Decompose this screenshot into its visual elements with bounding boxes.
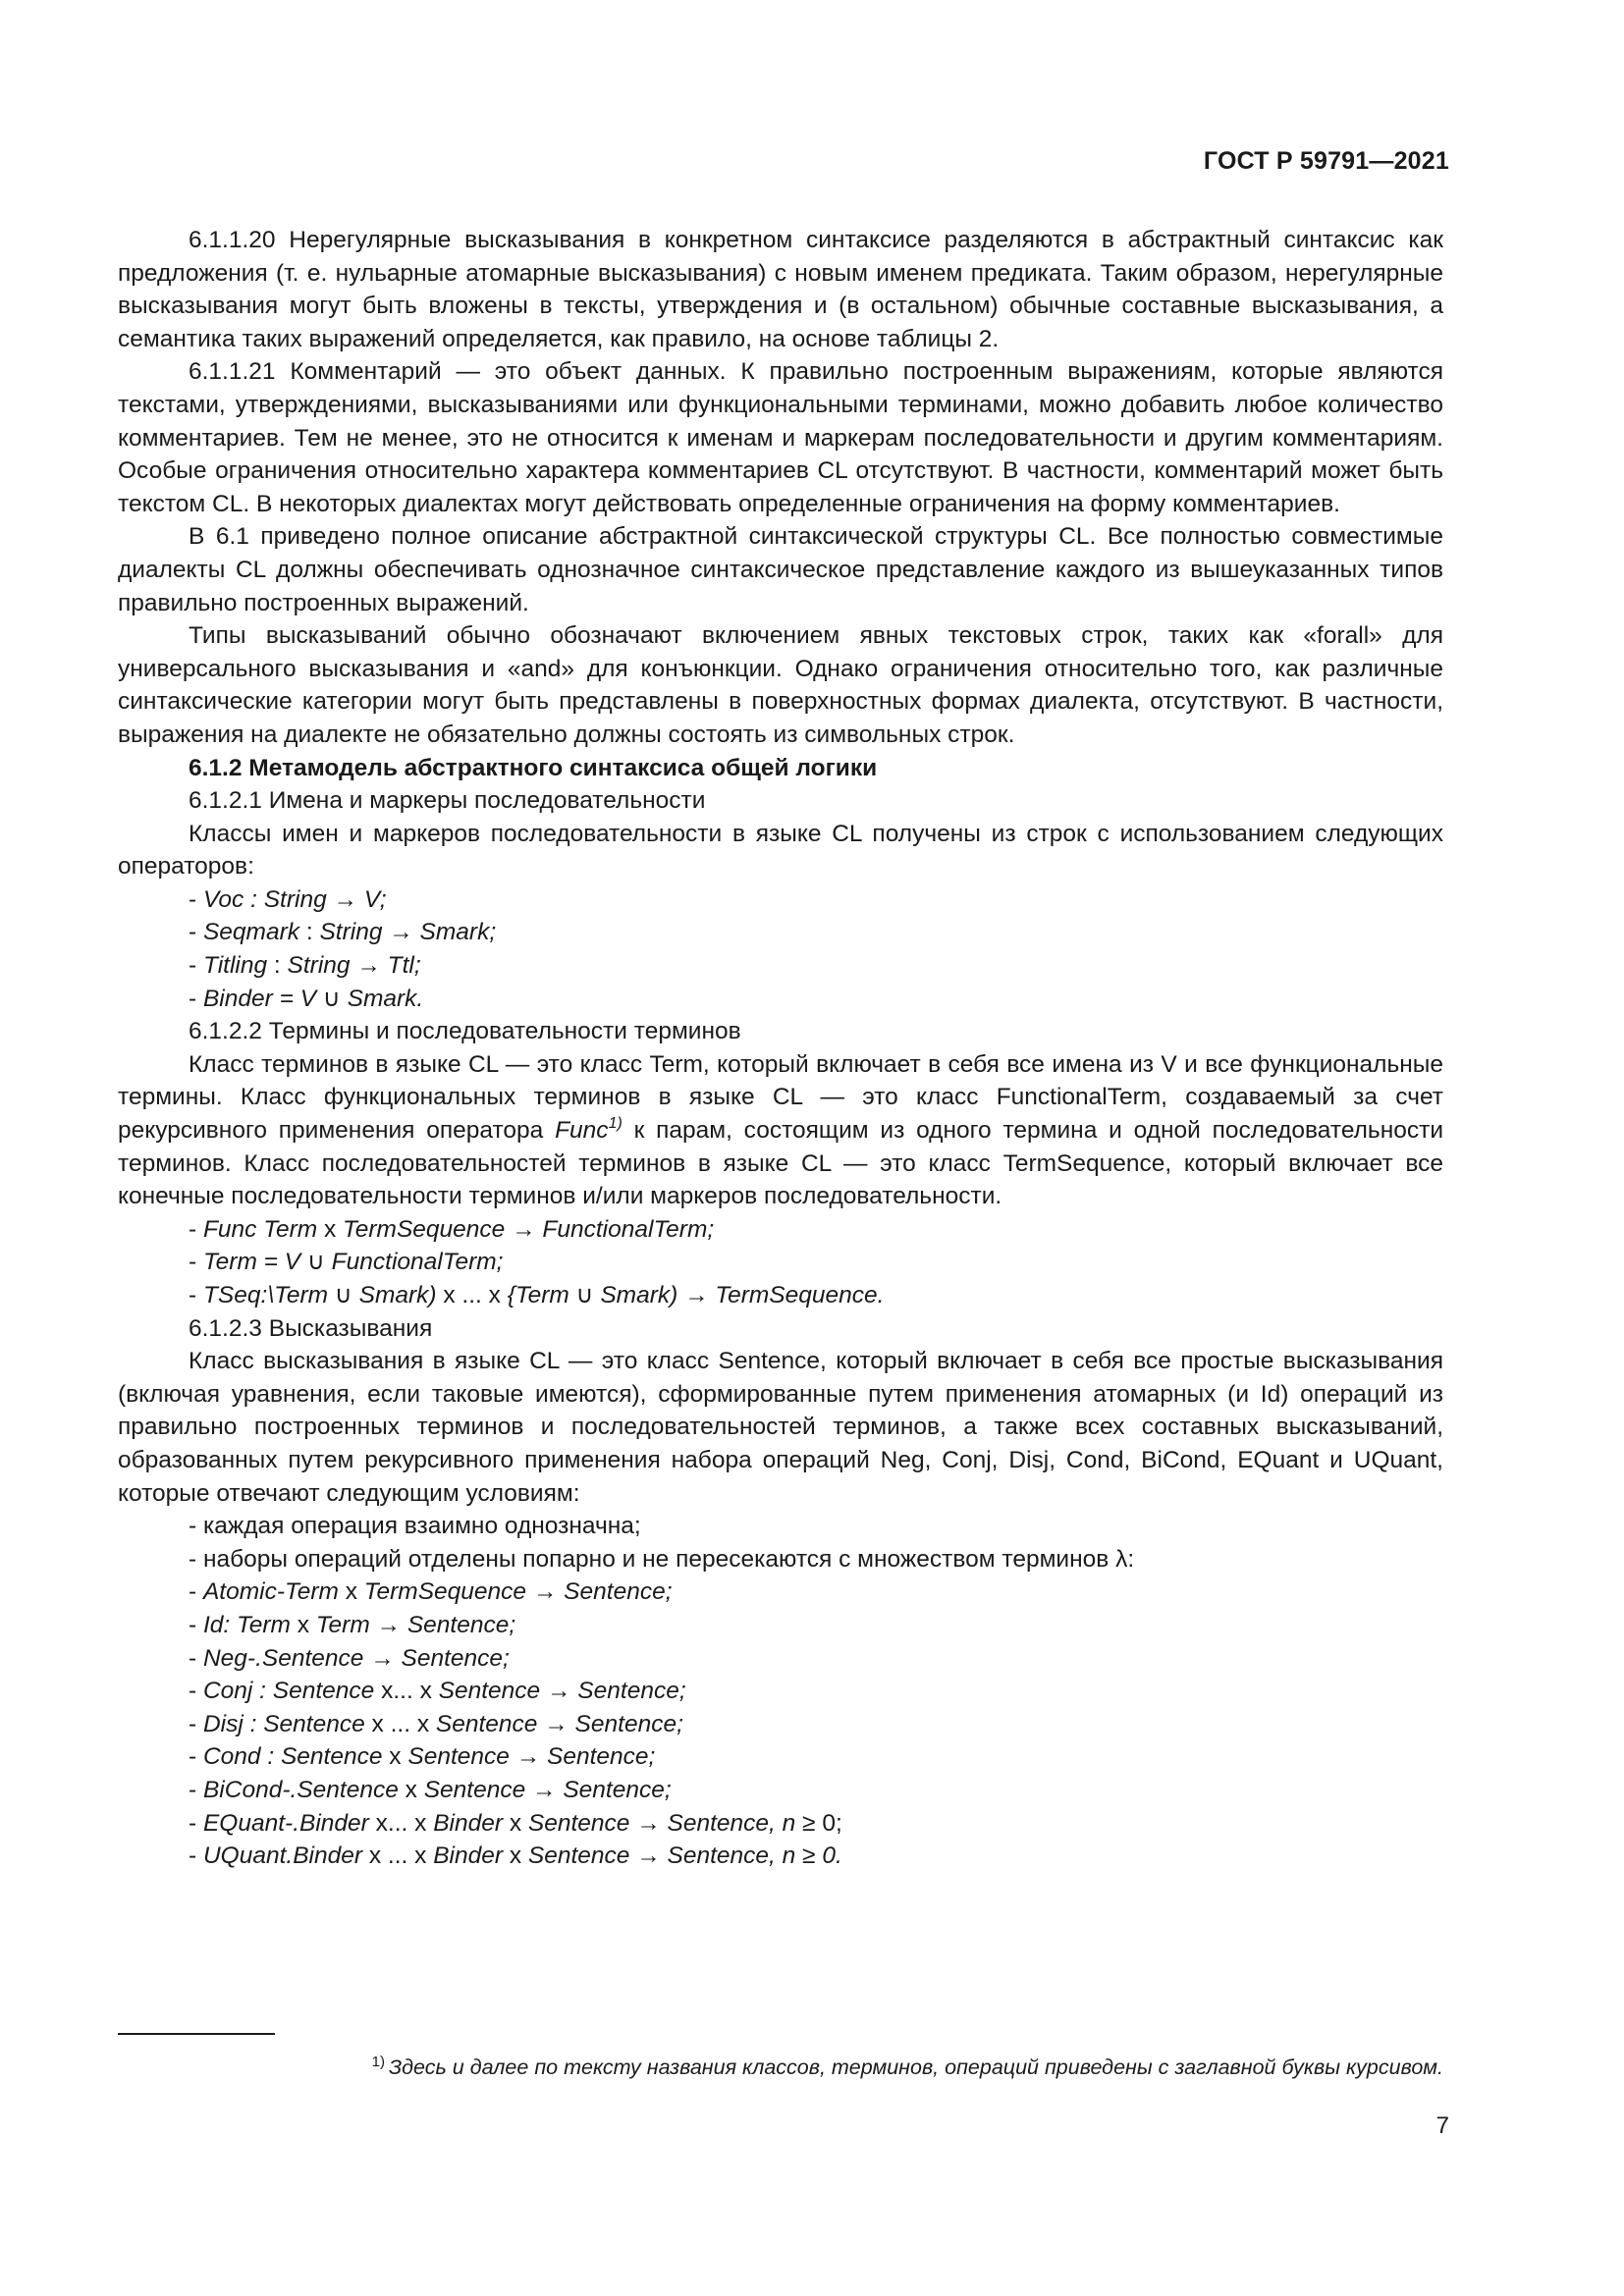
footnote (118, 2054, 1443, 2081)
paragraph-6-1-summary: В 6.1 приведено полное описание абстрактной синтаксической структуры CL. Все полностью совместимые диалекты CL должны обеспечивать однозначное синтаксическое представление каждого из вышеуказанных типов правильно построенных выражений. (118, 523, 1443, 616)
paragraph-sentence-classes: Класс высказывания в языке CL — это класс Sentence, который включает в себя все простые высказывания (включая уравнения, если таковые имеются), сформированные путем применения атомарных (и Id) операций из правильно построенных терминов и последовательностей терминов, а также всех составных высказываний, образованных путем рекурсивного применения набора операций Neg, Conj, Disj, Cond, BiCond, EQuant и UQuant, которые отвечают следующим условиям: (118, 1348, 1443, 1507)
paragraph-6-1-1-20: 6.1.1.20 Нерегулярные высказывания в конкретном синтаксисе разделяются в абстрактный синтаксис как предложения (т. е. нульарные атомарные высказывания) с новым именем предиката. Таким образом, нерегулярные высказывания могут быть вложены в тексты, утверждения и (в остальном) обычные составные высказывания, а семантика таких выражений определяется, как правило, на основе таблицы 2. (118, 227, 1443, 352)
condition-line: - каждая операция взаимно однозначна; (189, 1513, 641, 1540)
document-id-header: ГОСТ Р 59791—2021 (1203, 147, 1449, 175)
paragraph-6-1-1-21: 6.1.1.21 Комментарий — это объект данных. К правильно построенным выражениям, которые являются текстами, утверждениями, высказываниями или функциональными терминами, можно добавить любое количество комментариев. Тем не менее, это не относится к именам и маркерам последовательности и другим комментариям. Особые ограничения относительно характера комментариев CL отсутствуют. В частности, комментарий может быть текстом CL. В некоторых диалектах могут действовать определенные ограничения на форму комментариев. (118, 358, 1443, 517)
operator-line: - Func Term x TermSequence → FunctionalTerm; (189, 1215, 715, 1243)
operator-line: - Id: Term x Term → Sentence; (189, 1611, 516, 1638)
footnote-text: Здесь и далее по тексту названия классов, терминов, операций приведены с заглавной буквы курсивом. (388, 2056, 1443, 2079)
operator-line: - Conj : Sentence x... x Sentence → Sentence; (189, 1678, 686, 1705)
subsection-heading-6-1-2-3: 6.1.2.3 Высказывания (189, 1314, 433, 1342)
subsection-heading-6-1-2-2: 6.1.2.2 Термины и последовательности терминов (189, 1018, 741, 1045)
operator-line: - EQuant-.Binder x... x Binder x Sentence → Sentence, n ≥ 0; (189, 1809, 842, 1837)
operator-line: - Cond : Sentence x Sentence → Sentence; (189, 1743, 656, 1771)
operator-line: - TSeq:\Term ∪ Smark) x ... x {Term ∪ Smark) → TermSequence. (189, 1282, 885, 1308)
paragraph-term-classes: Класс терминов в языке CL — это класс Term, который включает в себя все имена из V и все функциональные термины. Класс функциональных терминов в языке CL — это класс FunctionalTerm, создаваемый за счет рекурсивного применения оператора Func$^{1)}$ к парам, состоящим из одного термина и одной последовательности терминов. Класс последовательностей терминов в языке CL — это класс TermSequence, который включает все конечные последовательности терминов и/или маркеров последовательности. (118, 1050, 1444, 1210)
operator-line: - Atomic-Term x TermSequence → Sentence; (189, 1578, 673, 1606)
operator-line: - BiCond-.Sentence x Sentence → Sentence; (189, 1776, 672, 1803)
operator-line: - Titling : String → Ttl; (189, 952, 421, 980)
condition-line: - наборы операций отделены попарно и не пересекаются с множеством терминов λ: (189, 1545, 1135, 1573)
body-text (118, 224, 1443, 1873)
footnote-reference: 1) (608, 1115, 623, 1133)
operator-line: - Binder = V ∪ Smark. (189, 985, 424, 1012)
operator-line: - Voc : String → V; (189, 885, 387, 913)
paragraph-statement-types: Типы высказываний обычно обозначают включением явных текстовых строк, таких как «forall» для универсального высказывания и «and» для конъюнкции. Однако ограничения относительно того, как различные синтаксические категории могут быть представлены в поверхностных формах диалекта, отсутствуют. В частности, выражения на диалекте не обязательно должны состоять из символьных строк. (118, 622, 1443, 748)
subsection-heading-6-1-2-1: 6.1.2.1 Имена и маркеры последовательности (189, 787, 706, 815)
paragraph-name-classes: Классы имен и маркеров последовательности в языке CL получены из строк с использованием следующих операторов: (118, 820, 1443, 881)
footnote-separator (118, 2033, 275, 2035)
operator-line: - Disj : Sentence x ... x Sentence → Sentence; (189, 1710, 683, 1737)
operator-line: - Neg-.Sentence → Sentence; (189, 1644, 510, 1672)
page-number: 7 (1435, 2112, 1449, 2139)
operator-line: - Term = V ∪ FunctionalTerm; (189, 1249, 504, 1276)
section-heading-6-1-2: 6.1.2 Метамодель абстрактного синтаксиса общей логики (189, 754, 878, 781)
operator-line: - Seqmark : String → Smark; (189, 919, 497, 946)
footnote-mark: 1) (371, 2054, 385, 2070)
operator-line: - UQuant.Binder x ... x Binder x Sentence → Sentence, n ≥ 0. (189, 1842, 842, 1870)
